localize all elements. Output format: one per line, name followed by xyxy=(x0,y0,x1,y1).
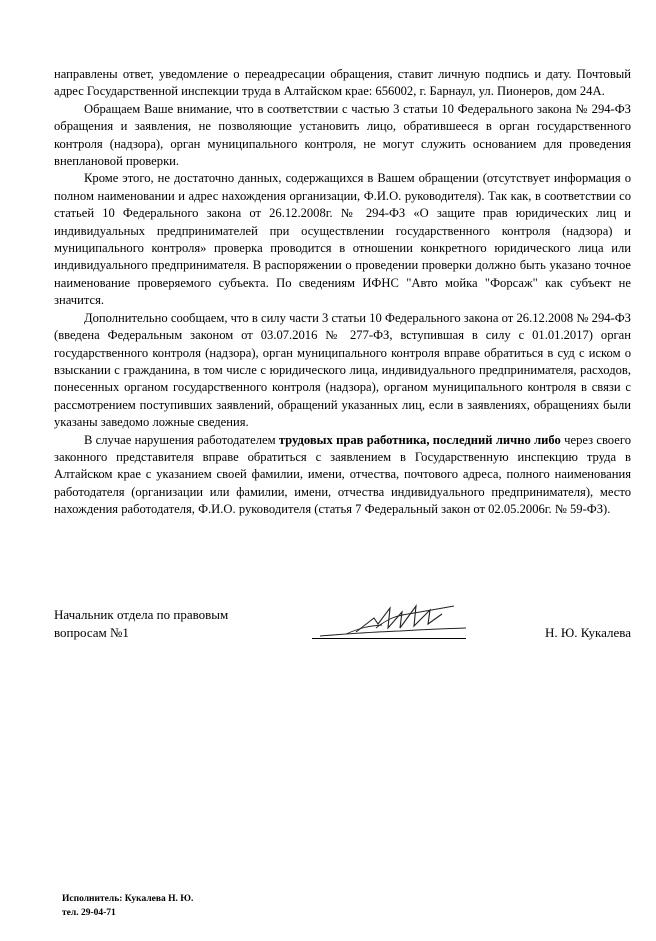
paragraph-false-information: Дополнительно сообщаем, что в силу части 3 статьи 10 Федерального закона от 26.12.2008 № 294-ФЗ (введена Федеральным законом от 03.07.2016 № 277-ФЗ, вступившая в силу с 01.01.2017) орган государственного контроля (надзора), орган муниципального контроля вправе обратиться в суд с иском о взыскании с гражданина, в том числе с юридического лица, индивидуального предпринимателя, расходов, понесенных органом государственного контроля (надзора), органом муниципального контроля в связи с рассмотрением поступивших заявлений, обращений указанных лиц, если в заявлениях, обращениях были указаны заведомо ложные сведения. xyxy=(54,310,631,430)
signature-block xyxy=(54,606,631,646)
executor-name: Исполнитель: Кукалева Н. Ю. xyxy=(62,894,194,904)
executor-phone: тел. 29-04-71 xyxy=(62,908,116,918)
paragraph-anonymous-appeals: Обращаем Ваше внимание, что в соответствии с частью 3 статьи 10 Федерального закона № 294-ФЗ обращения и заявления, не позволяющие установить лицо, обратившееся в орган государственного контроля (надзора), орган муниципального контроля, не могут служить основанием для проведения внеплановой проверки. xyxy=(54,101,631,169)
paragraph-insufficient-data: Кроме этого, не достаточно данных, содержащихся в Вашем обращении (отсутствует информация о полном наименовании и адрес нахождения организации, Ф.И.О. руководителя). Так как, в соответствии со статьей 10 Федерального закона от 26.12.2008г. № 294-ФЗ «О защите прав юридических лиц и индивидуальных предпринимателей при осуществлении государственного контроля (надзора) и муниципального контроля» проверка проводится в отношении конкретного юридического лица или индивидуального предпринимателя. В распоряжении о проведении проверки должно быть указано точное наименование проверяемого субъекта. По сведениям ИФНС "Авто мойка "Форсаж" как субъект не значится. xyxy=(54,171,631,308)
signatory-position xyxy=(54,606,274,642)
paragraph-labor-rights xyxy=(54,432,631,519)
handwritten-signature xyxy=(316,598,476,642)
letter-body xyxy=(54,66,631,519)
executor-footer xyxy=(62,892,193,920)
paragraph-labor-rights-rest: через своего законного представителя вправе обратиться с заявлением в Государственную инспекцию труда в Алтайском крае с указанием своей фамилии, имени, отчества, почтового адреса, полного наименования работодателя (организации или фамилии, имени, отчества индивидуального предпринимателя), место нахождения работодателя, Ф.И.О. руководителя (статья 7 Федеральный закон от 02.05.2006г. № 59-ФЗ). xyxy=(54,432,632,517)
paragraph-labor-rights-start: В случае нарушения работодателем xyxy=(84,432,279,447)
signatory-position-line2: вопросам №1 xyxy=(54,625,129,640)
signatory-name: Н. Ю. Кукалева xyxy=(545,625,631,640)
paragraph-labor-rights-bold: трудовых прав работника, последний лично либо xyxy=(278,432,561,447)
paragraph-address: направлены ответ, уведомление о переадресации обращения, ставит личную подпись и дату. Почтовый адрес Государственной инспекции труда в Алтайском крае: 656002, г. Барнаул, ул. Пионеров, дом 24А. xyxy=(54,67,631,99)
signatory-position-line1: Начальник отдела по правовым xyxy=(54,607,229,622)
